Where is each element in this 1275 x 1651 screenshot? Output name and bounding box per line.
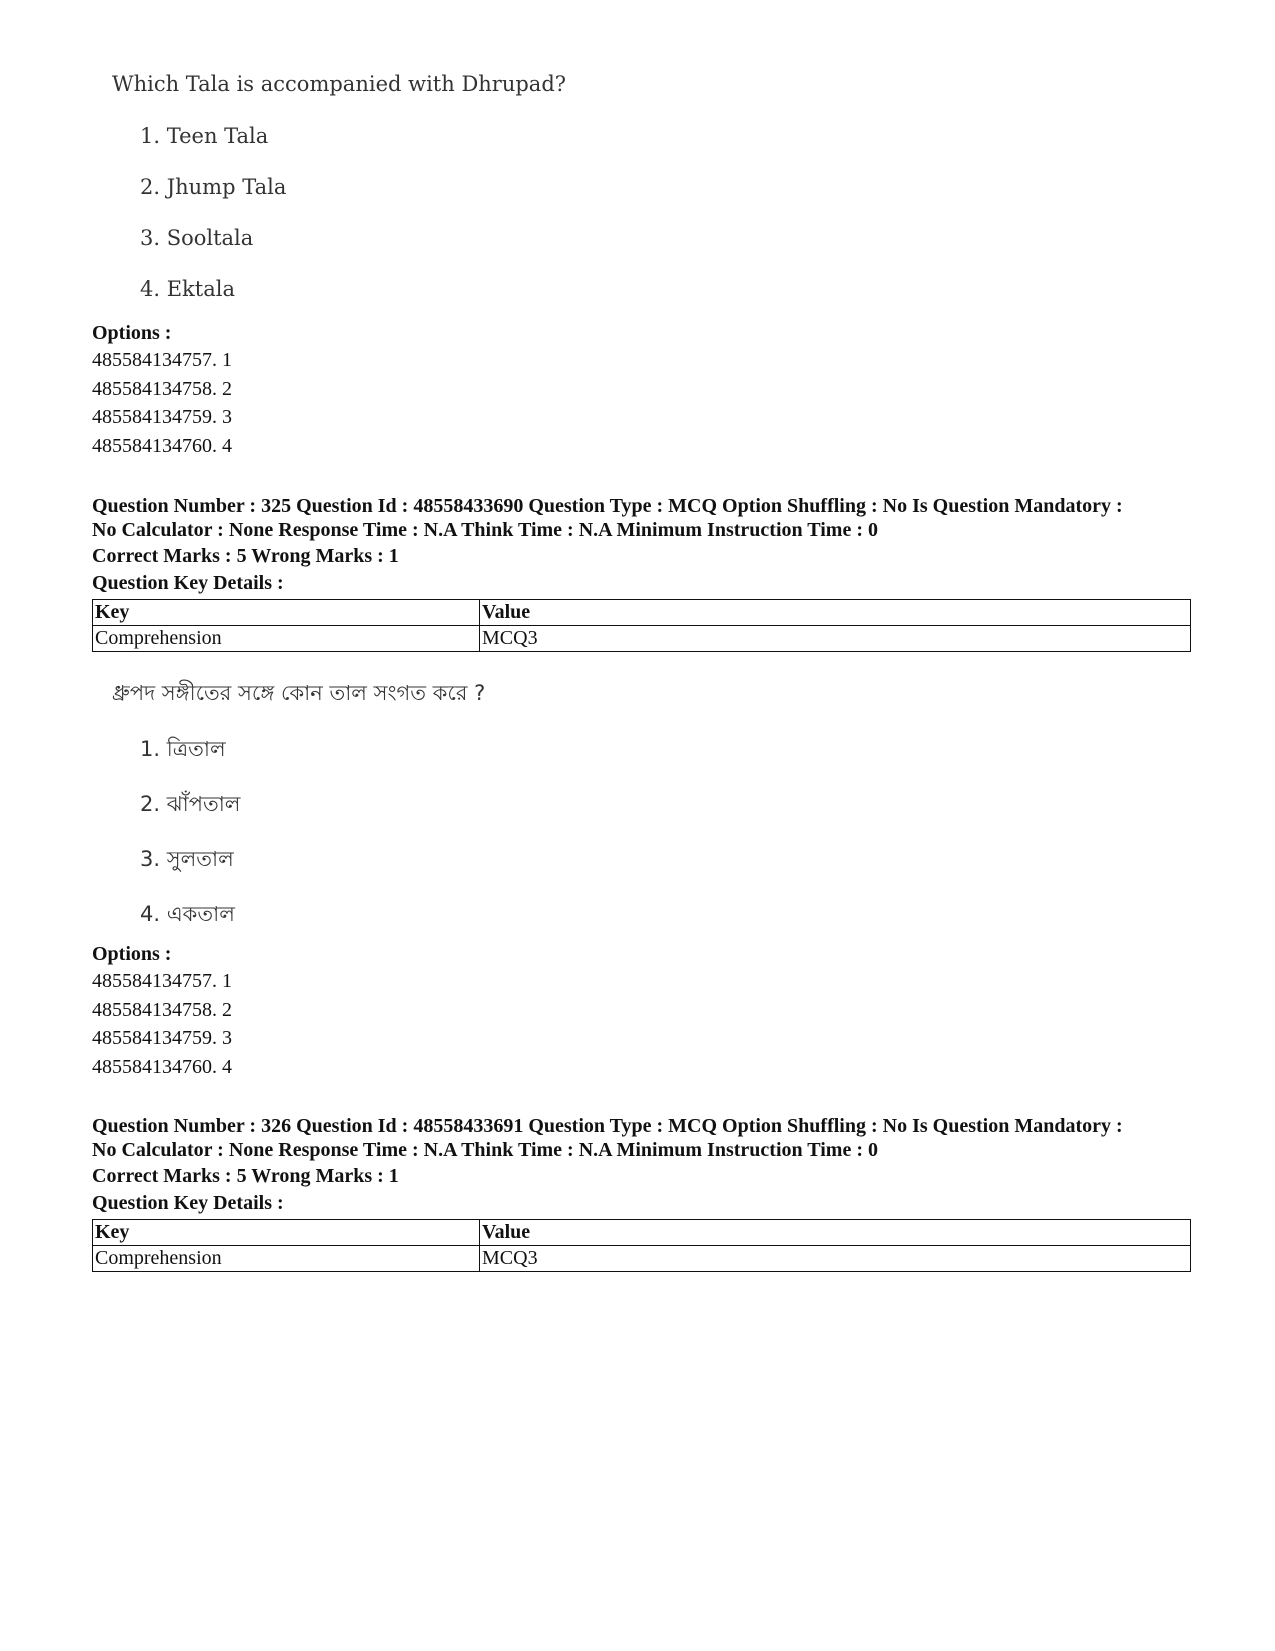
question-option: 3. সুলতাল (140, 847, 234, 871)
question-option: 4. একতাল (140, 902, 235, 926)
question-text: Which Tala is accompanied with Dhrupad? (112, 72, 567, 96)
question-meta-line: Question Number : 325 Question Id : 48558433690 Question Type : MCQ Option Shuffling : No Is Question Mandatory : (92, 495, 1123, 517)
option-item: 485584134760. 4 (92, 434, 232, 457)
option-item: 485584134758. 2 (92, 377, 232, 400)
key-details-label: Question Key Details : (92, 1192, 284, 1214)
option-item: 485584134758. 2 (92, 998, 232, 1021)
options-label: Options : (92, 322, 172, 344)
question-option: 4. Ektala (140, 277, 235, 301)
question-option: 3. Sooltala (140, 226, 254, 250)
option-item: 485584134759. 3 (92, 1027, 232, 1049)
key-details-table (92, 1219, 1191, 1272)
question-meta-line: No Calculator : None Response Time : N.A Think Time : N.A Minimum Instruction Time : 0 (92, 1139, 878, 1161)
table-header-key: Key (93, 1220, 480, 1246)
table-header-value: Value (480, 600, 1191, 626)
option-item: 485584134760. 4 (92, 1055, 232, 1078)
question-meta-line: Question Number : 326 Question Id : 48558433691 Question Type : MCQ Option Shuffling : No Is Question Mandatory : (92, 1115, 1123, 1137)
table-row (93, 1246, 1191, 1272)
key-details-label: Question Key Details : (92, 572, 284, 594)
option-item: 485584134759. 3 (92, 406, 232, 428)
question-option: 2. Jhump Tala (140, 175, 287, 199)
table-header-row (93, 1220, 1191, 1246)
table-header-value: Value (480, 1220, 1191, 1246)
table-cell-key: Comprehension (93, 626, 480, 652)
table-cell-value: MCQ3 (480, 1246, 1191, 1272)
question-option: 2. ঝাঁপতাল (140, 792, 241, 816)
options-label: Options : (92, 943, 172, 965)
option-item: 485584134757. 1 (92, 970, 232, 992)
key-details-table (92, 599, 1191, 652)
table-row (93, 626, 1191, 652)
question-image-english (112, 72, 567, 301)
marks-line: Correct Marks : 5 Wrong Marks : 1 (92, 1165, 399, 1187)
question-image-bengali (112, 677, 486, 926)
question-meta-line: No Calculator : None Response Time : N.A Think Time : N.A Minimum Instruction Time : 0 (92, 519, 878, 541)
table-cell-key: Comprehension (93, 1246, 480, 1272)
options-list (92, 967, 232, 1081)
marks-line: Correct Marks : 5 Wrong Marks : 1 (92, 545, 399, 567)
table-header-key: Key (93, 600, 480, 626)
table-cell-value: MCQ3 (480, 626, 1191, 652)
question-text: ধ্রুপদ সঙ্গীতের সঙ্গে কোন তাল সংগত করে ? (112, 681, 486, 705)
option-item: 485584134757. 1 (92, 349, 232, 371)
table-header-row (93, 600, 1191, 626)
question-meta (92, 494, 1192, 542)
options-list (92, 346, 232, 460)
question-option: 1. ত্রিতাল (140, 737, 226, 761)
question-option: 1. Teen Tala (140, 124, 269, 148)
question-meta (92, 1114, 1192, 1162)
